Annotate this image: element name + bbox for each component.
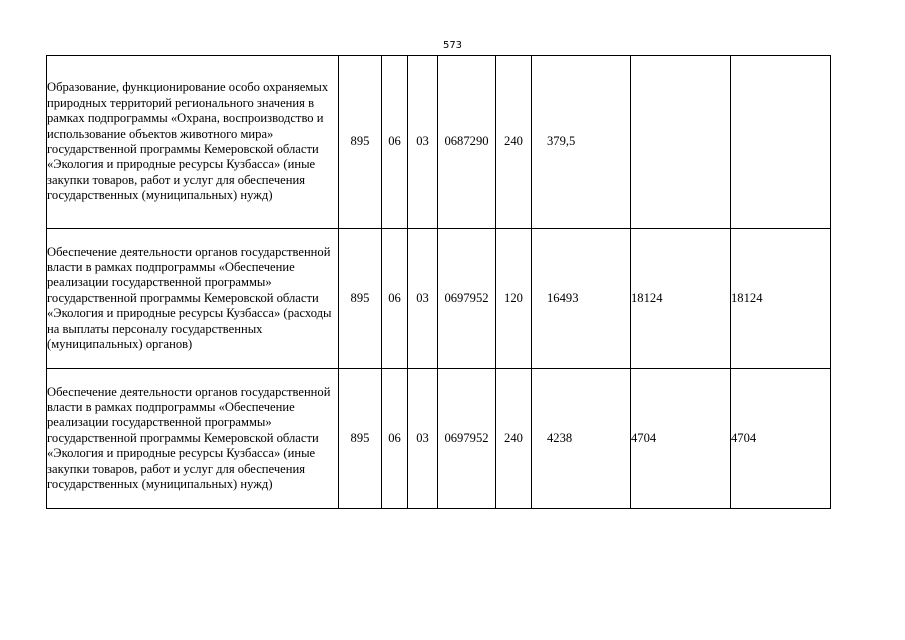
amount-year-3 [731,56,831,229]
table-row [47,229,831,369]
target-article-code: 0697952 [438,369,496,509]
expense-type-code: 240 [496,369,532,509]
row-description: Образование, функционирование особо охраняемых природных территорий регионального значения в рамках подпрограммы «Охрана, воспроизводство и использование объектов животного мира» государственной программы Кемеровской области «Экология и природные ресурсы Кузбасса» (иные закупки товаров, работ и услуг для обеспечения государственных (муниципальных) нужд) [47,56,339,229]
subsection-code: 03 [408,369,438,509]
section-code: 06 [382,229,408,369]
expense-type-code: 120 [496,229,532,369]
page-number: 573 [442,40,463,51]
section-code: 06 [382,369,408,509]
amount-year-3: 18124 [731,229,831,369]
row-description: Обеспечение деятельности органов государственной власти в рамках подпрограммы «Обеспечение реализации государственной программы» государственной программы Кемеровской области «Экология и природные ресурсы Кузбасса» (расходы на выплаты персоналу государственных (муниципальных) органов) [47,229,339,369]
table-row [47,369,831,509]
amount-year-3: 4704 [731,369,831,509]
target-article-code: 0687290 [438,56,496,229]
amount-year-1: 379,5 [532,56,631,229]
amount-year-2 [631,56,731,229]
amount-year-1: 16493 [532,229,631,369]
table-row [47,56,831,229]
expense-type-code: 240 [496,56,532,229]
subsection-code: 03 [408,56,438,229]
section-code: 06 [382,56,408,229]
target-article-code: 0697952 [438,229,496,369]
amount-year-1: 4238 [532,369,631,509]
amount-year-2: 18124 [631,229,731,369]
ministry-code: 895 [339,56,382,229]
budget-table [46,55,831,509]
row-description: Обеспечение деятельности органов государственной власти в рамках подпрограммы «Обеспечение реализации государственной программы» государственной программы Кемеровской области «Экология и природные ресурсы Кузбасса» (иные закупки товаров, работ и услуг для обеспечения государственных (муниципальных) нужд) [47,369,339,509]
subsection-code: 03 [408,229,438,369]
ministry-code: 895 [339,229,382,369]
amount-year-2: 4704 [631,369,731,509]
ministry-code: 895 [339,369,382,509]
